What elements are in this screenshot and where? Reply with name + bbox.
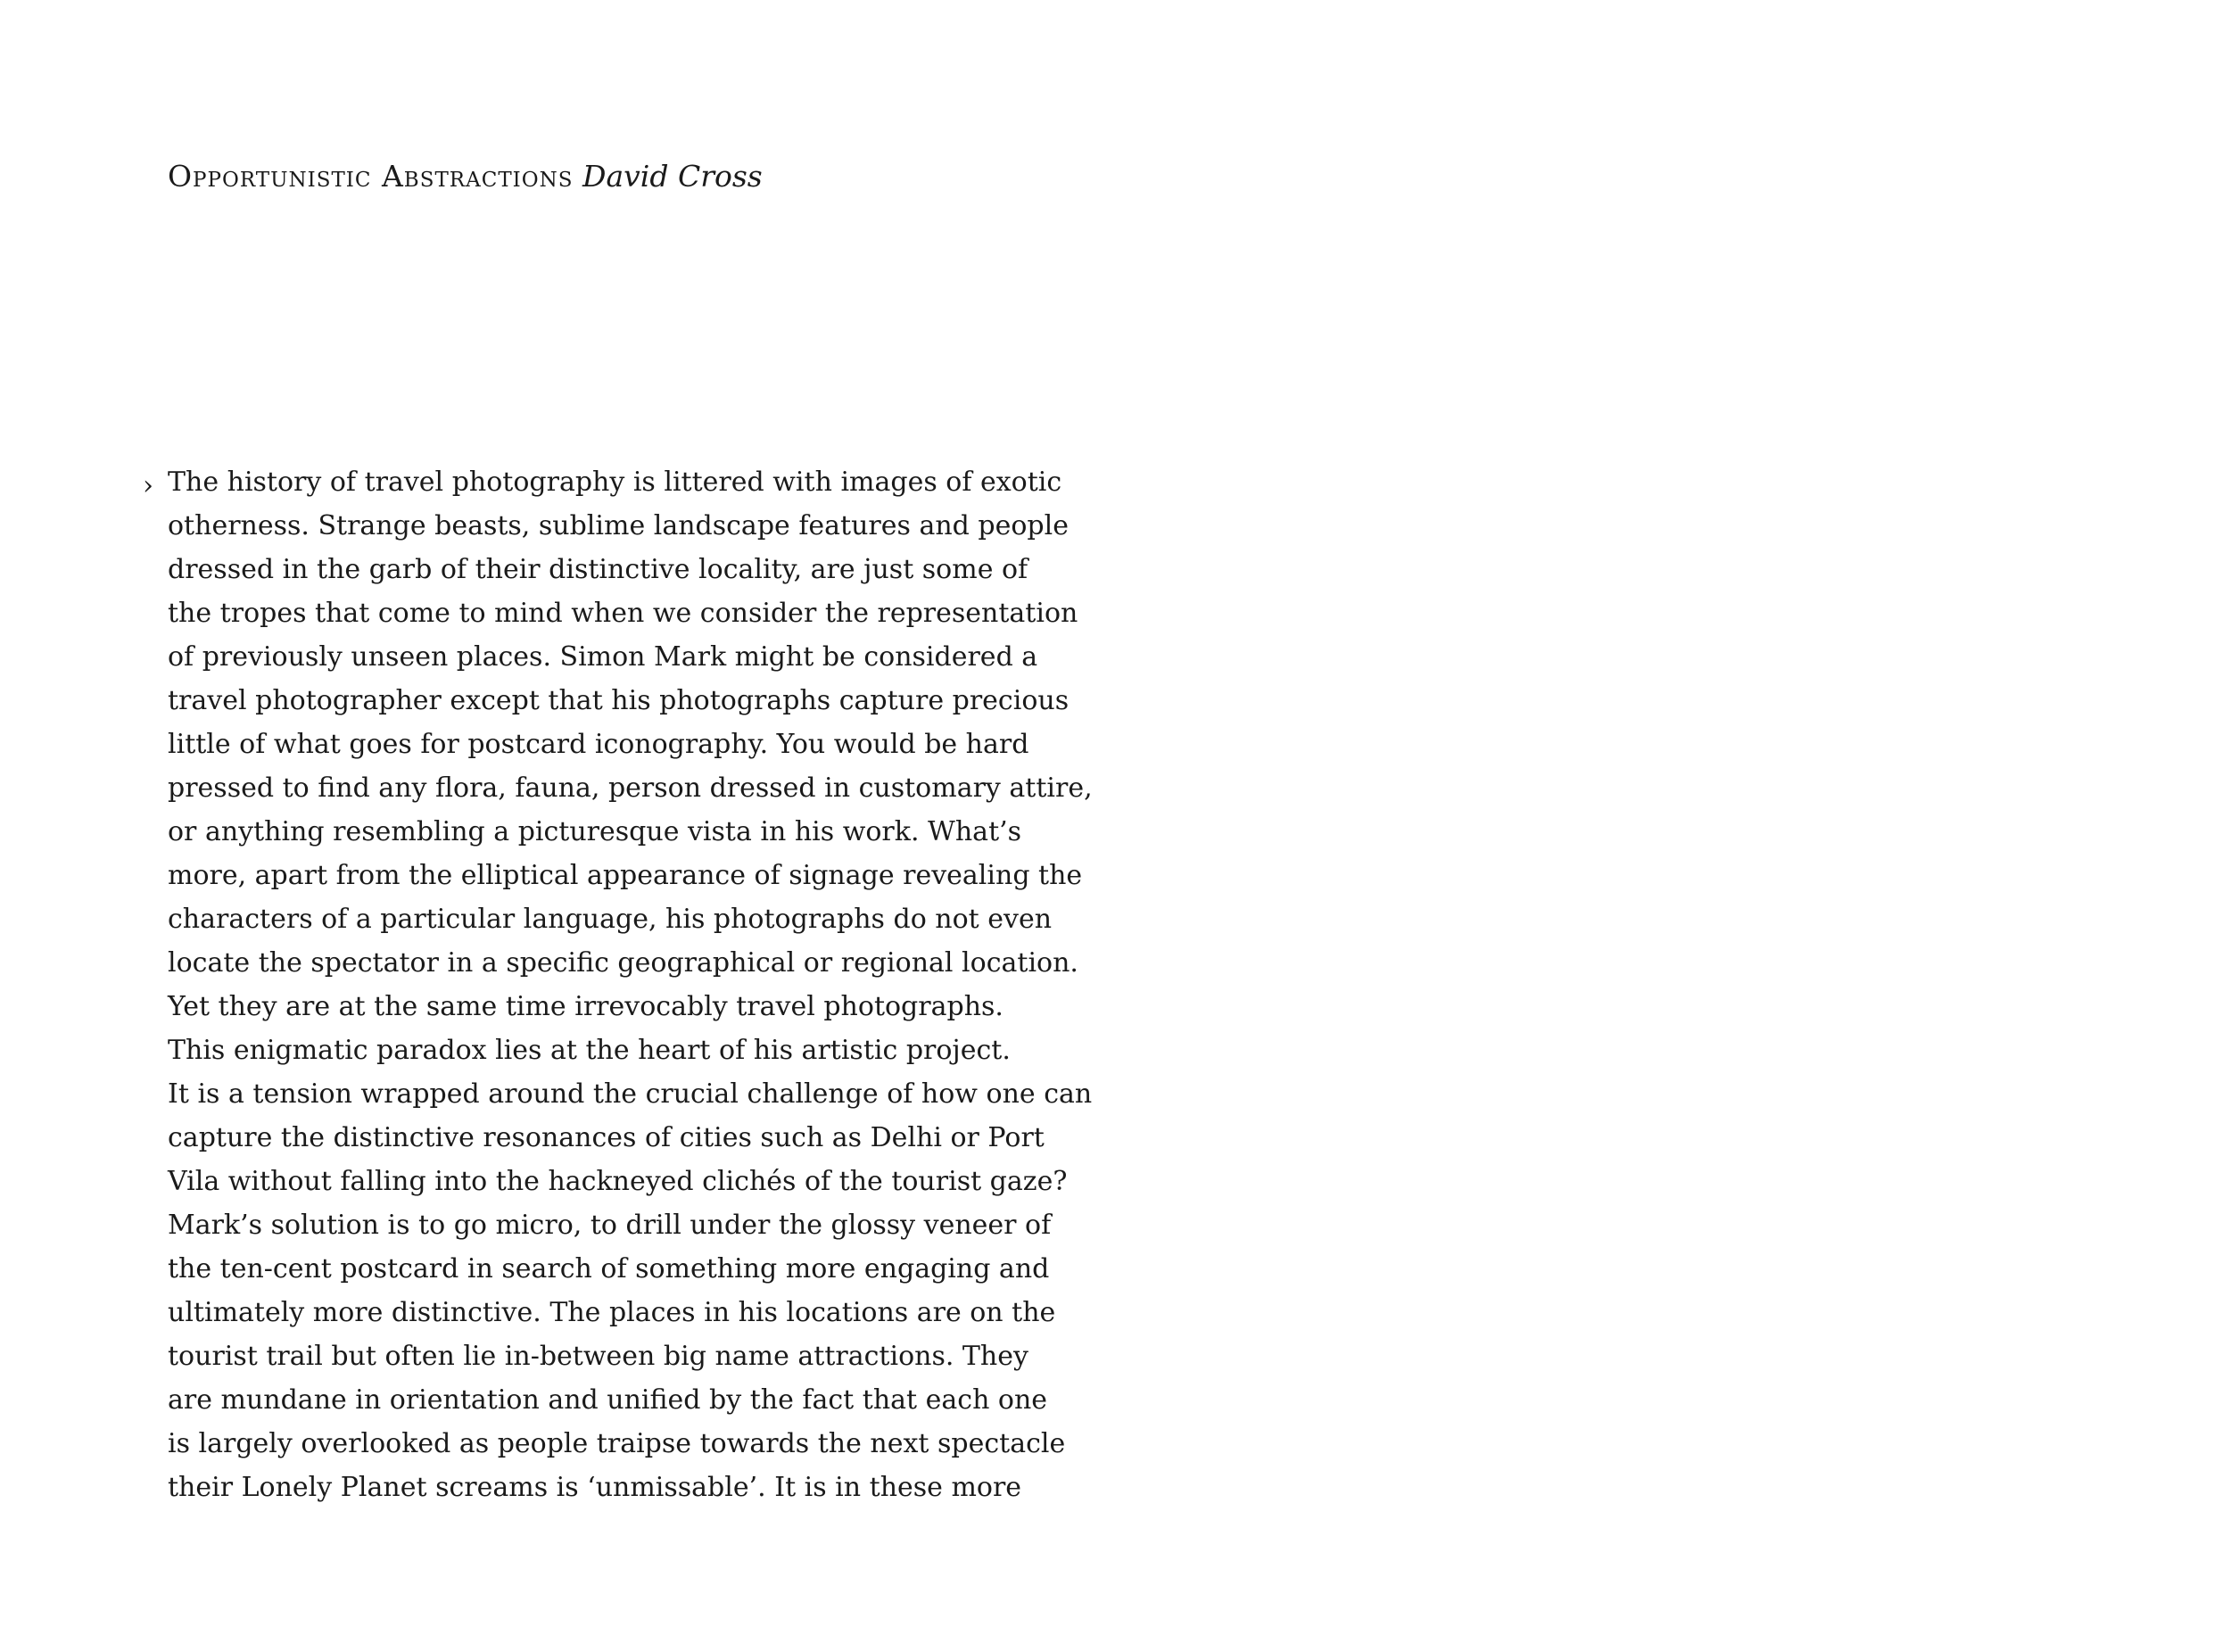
text-line: dressed in the garb of their distinctive locality, are just some of xyxy=(168,554,1028,585)
article-author: David Cross xyxy=(582,159,763,194)
text-line: capture the distinctive resonances of cities such as Delhi or Port xyxy=(168,1122,1045,1153)
running-head xyxy=(168,157,763,196)
text-line: of previously unseen places. Simon Mark might be considered a xyxy=(168,641,1038,673)
text-line: It is a tension wrapped around the crucial challenge of how one can xyxy=(168,1078,1093,1110)
text-line: tourist trail but often lie in-between big name attractions. They xyxy=(168,1341,1028,1372)
text-line: or anything resembling a picturesque vista in his work. What’s xyxy=(168,816,1022,847)
text-line: Yet they are at the same time irrevocably travel photographs. xyxy=(168,991,1004,1022)
text-line: travel photographer except that his photographs capture precious xyxy=(168,685,1070,716)
text-line: their Lonely Planet screams is ‘unmissable’. It is in these more xyxy=(168,1472,1022,1503)
text-line: pressed to find any flora, fauna, person dressed in customary attire, xyxy=(168,772,1093,804)
text-line: Vila without falling into the hackneyed clichés of the tourist gaze? xyxy=(168,1166,1068,1197)
paragraph-marker-icon: › xyxy=(143,470,153,501)
article-title: Opportunistic Abstractions xyxy=(168,159,574,194)
text-line: characters of a particular language, his photographs do not even xyxy=(168,904,1053,935)
text-line: Mark’s solution is to go micro, to drill under the glossy veneer of xyxy=(168,1210,1052,1241)
text-line: The history of travel photography is littered with images of exotic xyxy=(168,467,1062,498)
text-line: ultimately more distinctive. The places in his locations are on the xyxy=(168,1297,1056,1328)
text-line: little of what goes for postcard iconography. You would be hard xyxy=(168,729,1029,760)
text-line: is largely overlooked as people traipse towards the next spectacle xyxy=(168,1428,1066,1459)
text-line: more, apart from the elliptical appearance of signage revealing the xyxy=(168,860,1083,891)
text-line: are mundane in orientation and unified by the fact that each one xyxy=(168,1384,1048,1416)
text-line: the ten-cent postcard in search of something more engaging and xyxy=(168,1253,1050,1284)
text-line: the tropes that come to mind when we consider the representation xyxy=(168,598,1078,629)
body-paragraph xyxy=(168,460,1093,1509)
text-line: otherness. Strange beasts, sublime landscape features and people xyxy=(168,510,1069,541)
text-line: locate the spectator in a specific geographical or regional location. xyxy=(168,947,1078,979)
text-line: This enigmatic paradox lies at the heart of his artistic project. xyxy=(168,1035,1011,1066)
